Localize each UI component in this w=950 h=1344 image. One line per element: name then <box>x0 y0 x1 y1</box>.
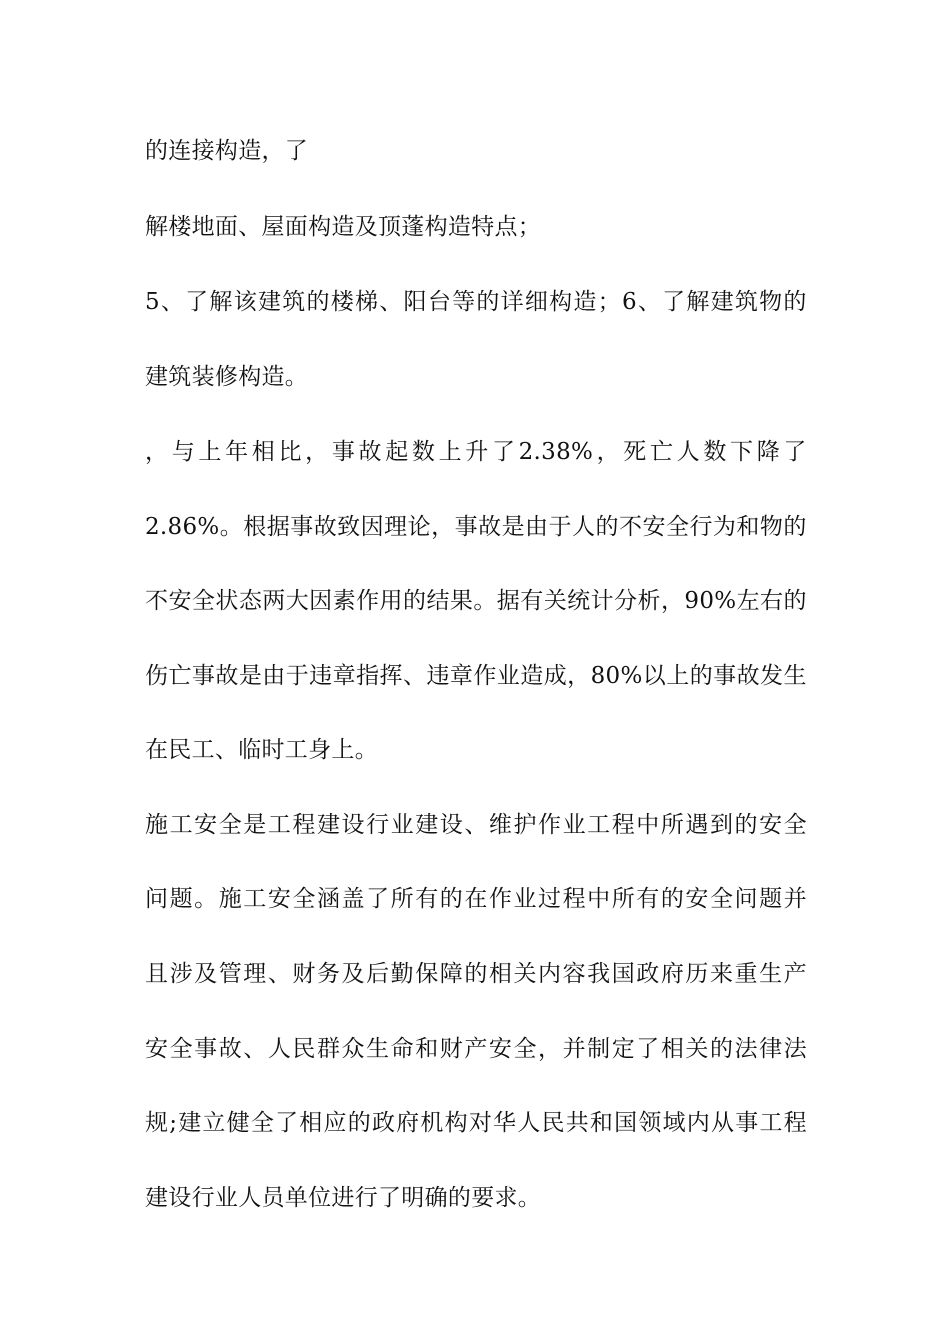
text-line: 规 ; 建 立 健 全 了 相 应 的 政 府 机 构 对 华 人 民 共 和 国 领 域 内 从 事 工 程 <box>145 1110 807 1136</box>
text-line: 5 、 了 解 该 建 筑 的 楼 梯 、 阳 台 等 的 详 细 构 造 ； 6 、 了 解 建 筑 物 的 <box>145 289 807 315</box>
text-line: 在民工、临时工身上。 <box>145 737 378 763</box>
text-line: 建设行业人员单位进行了明确的要求。 <box>145 1185 542 1211</box>
text-line: 解楼地面、屋面构造及顶蓬构造特点； <box>145 214 542 240</box>
text-line: 安 全 事 故 、 人 民 群 众 生 命 和 财 产 安 全 ， 并 制 定 了 相 关 的 法 律 法 <box>145 1036 807 1062</box>
text-line: 不 安 全 状 态 两 大 因 素 作 用 的 结 果 。 据 有 关 统 计 分 析 ， 90% 左 右 的 <box>145 588 807 614</box>
text-line: 伤 亡 事 故 是 由 于 违 章 指 挥 、 违 章 作 业 造 成 ， 80% 以 上 的 事 故 发 生 <box>145 663 807 689</box>
text-line: 2.86% 。 根 据 事 故 致 因 理 论 ， 事 故 是 由 于 人 的 不 安 全 行 为 和 物 的 <box>145 514 807 540</box>
text-line: 的连接构造，了 <box>145 138 309 164</box>
text-line: ， 与 上 年 相 比 ， 事 故 起 数 上 升 了 2.38% ， 死 亡 人 数 下 降 了 <box>145 439 807 465</box>
text-line: 建筑装修构造。 <box>145 364 309 390</box>
text-line: 问 题 。 施 工 安 全 涵 盖 了 所 有 的 在 作 业 过 程 中 所 有 的 安 全 问 题 并 <box>145 886 807 912</box>
text-line: 且 涉 及 管 理 、 财 务 及 后 勤 保 障 的 相 关 内 容 我 国 政 府 历 来 重 生 产 <box>145 961 807 987</box>
text-line: 施 工 安 全 是 工 程 建 设 行 业 建 设 、 维 护 作 业 工 程 中 所 遇 到 的 安 全 <box>145 812 807 838</box>
